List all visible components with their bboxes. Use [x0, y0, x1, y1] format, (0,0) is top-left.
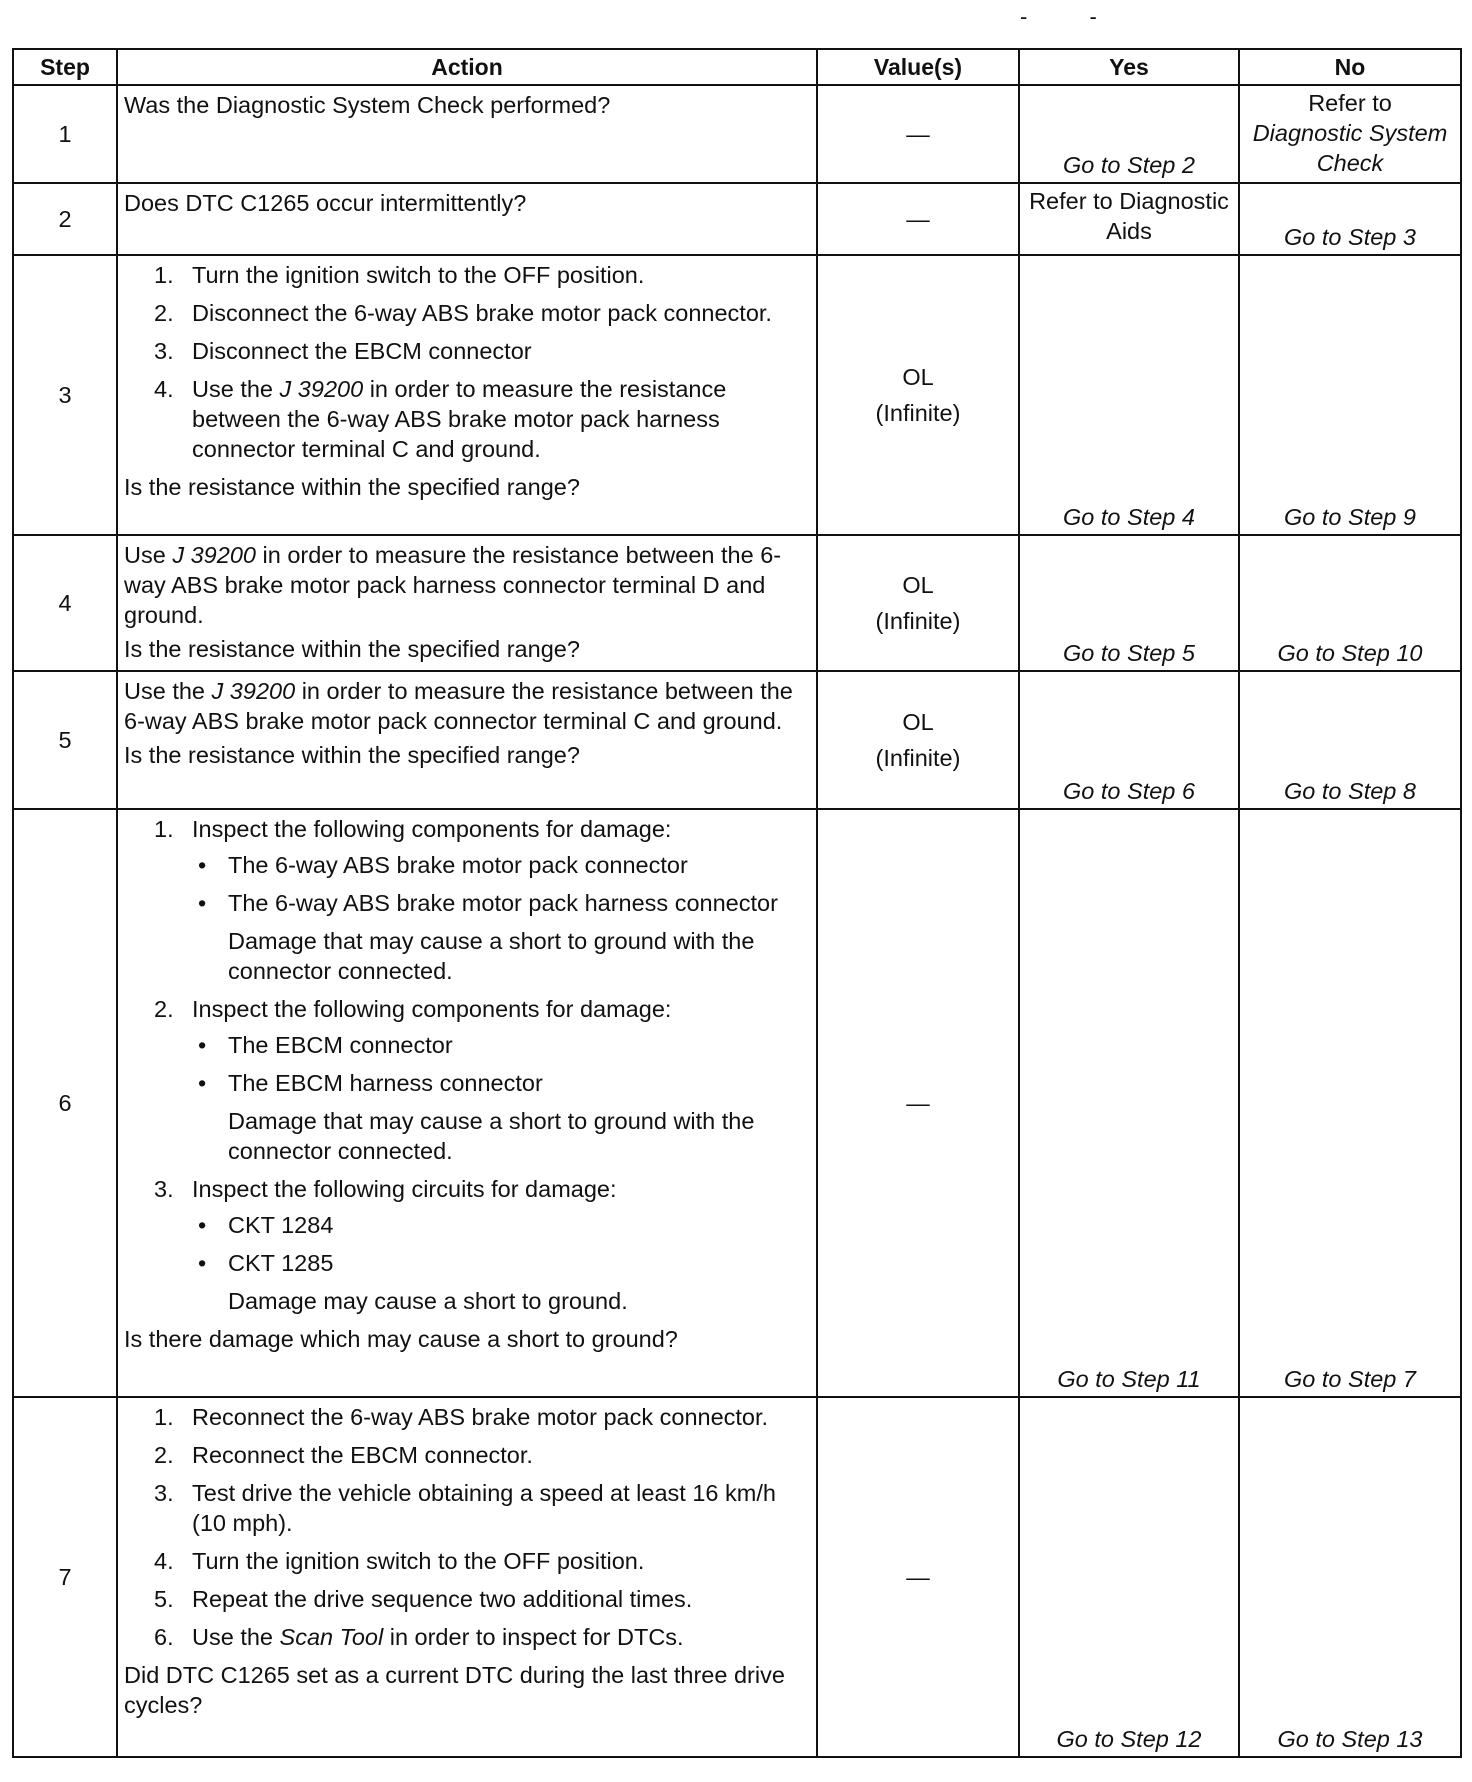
no-cell: Go to Step 9	[1239, 255, 1461, 535]
tool-name: Scan Tool	[279, 1624, 384, 1650]
header-action: Action	[117, 49, 817, 85]
question: Did DTC C1265 set as a current DTC during the last three drive cycles?	[124, 1662, 785, 1718]
action-cell	[117, 255, 817, 535]
table-row	[13, 535, 1461, 671]
value-cell: —	[817, 85, 1019, 183]
bullet-item: • The EBCM connector	[198, 1032, 453, 1058]
list-item: 5. Repeat the drive sequence two additional times.	[154, 1586, 693, 1612]
bullet-list	[192, 850, 804, 918]
tool-name: J 39200	[211, 678, 296, 704]
question: Is the resistance within the specified range?	[124, 742, 580, 768]
value-infinite: (Infinite)	[875, 745, 961, 771]
list-item: 3. Disconnect the EBCM connector	[154, 338, 532, 364]
action-text: Was the Diagnostic System Check performed?	[124, 92, 611, 118]
bullet-item: • CKT 1285	[198, 1250, 334, 1276]
list-item: 1. Turn the ignition switch to the OFF position.	[154, 262, 645, 288]
no-cell: Go to Step 3	[1239, 183, 1461, 255]
damage-note: Damage may cause a short to ground.	[228, 1288, 628, 1314]
header-step: Step	[13, 49, 117, 85]
value-cell	[817, 535, 1019, 671]
list-item: 2. Inspect the following components for damage: • The EBCM connector • The EBCM harness connector Damage that may cause a short to ground with the connector connected.	[124, 994, 804, 1166]
value-infinite: (Infinite)	[875, 608, 961, 634]
list-item: 1. Reconnect the 6-way ABS brake motor pack connector.	[154, 1404, 769, 1430]
header-row	[13, 49, 1461, 85]
action-cell	[117, 809, 817, 1397]
tool-name: J 39200	[172, 542, 256, 568]
bullet-item: • The 6-way ABS brake motor pack harness connector	[198, 890, 778, 916]
list-item: 3. Inspect the following circuits for damage: • CKT 1284 • CKT 1285 Damage may cause a short to ground.	[124, 1174, 804, 1316]
action-text: Use J 39200 in order to measure the resistance between the 6-way ABS brake motor pack harness connector terminal D and ground.	[124, 542, 782, 628]
list-item: 2. Disconnect the 6-way ABS brake motor pack connector.	[154, 300, 772, 326]
step-number: 2	[13, 183, 117, 255]
action-cell	[117, 85, 817, 183]
no-cell: Go to Step 8	[1239, 671, 1461, 809]
action-cell	[117, 183, 817, 255]
value-ol: OL	[902, 364, 934, 390]
bullet-list	[192, 1030, 804, 1098]
table-row	[13, 183, 1461, 255]
value-cell	[817, 255, 1019, 535]
no-cell: Go to Step 7	[1239, 809, 1461, 1397]
numbered-list	[124, 1402, 804, 1652]
header-no: No	[1239, 49, 1461, 85]
question: Is there damage which may cause a short to ground?	[124, 1326, 678, 1352]
bullet-item: • The EBCM harness connector	[198, 1070, 543, 1096]
yes-cell: Refer to Diagnostic Aids	[1019, 183, 1239, 255]
list-item: 3. Test drive the vehicle obtaining a speed at least 16 km/h (10 mph).	[154, 1480, 776, 1536]
step-number: 5	[13, 671, 117, 809]
header-values: Value(s)	[817, 49, 1019, 85]
numbered-list	[124, 260, 804, 464]
list-item: 2. Reconnect the EBCM connector.	[154, 1442, 533, 1468]
step-number: 6	[13, 809, 117, 1397]
damage-note: Damage that may cause a short to ground with the connector connected.	[228, 928, 755, 984]
no-cell	[1239, 85, 1461, 183]
yes-cell: Go to Step 12	[1019, 1397, 1239, 1757]
value-ol: OL	[902, 709, 934, 735]
table-row	[13, 809, 1461, 1397]
table-row	[13, 671, 1461, 809]
table-row	[13, 85, 1461, 183]
step-number: 3	[13, 255, 117, 535]
yes-cell: Go to Step 5	[1019, 535, 1239, 671]
table-row	[13, 1397, 1461, 1757]
header-yes: Yes	[1019, 49, 1239, 85]
list-item: 6. Use the Scan Tool in order to inspect for DTCs.	[154, 1624, 684, 1650]
yes-cell: Go to Step 2	[1019, 85, 1239, 183]
value-cell: —	[817, 183, 1019, 255]
value-cell: —	[817, 1397, 1019, 1757]
table-row	[13, 255, 1461, 535]
no-cell: Go to Step 10	[1239, 535, 1461, 671]
yes-cell: Go to Step 4	[1019, 255, 1239, 535]
no-target: Diagnostic System Check	[1252, 120, 1448, 176]
damage-note: Damage that may cause a short to ground with the connector connected.	[228, 1108, 755, 1164]
step-number: 1	[13, 85, 117, 183]
numbered-list	[124, 814, 804, 1316]
step-number: 7	[13, 1397, 117, 1757]
yes-cell: Go to Step 6	[1019, 671, 1239, 809]
tool-name: J 39200	[279, 376, 364, 402]
value-infinite: (Infinite)	[875, 400, 961, 426]
list-item: 4. Use the J 39200 in order to measure the resistance between the 6-way ABS brake motor pack harness connector terminal C and ground.	[154, 376, 727, 462]
value-cell: —	[817, 809, 1019, 1397]
value-ol: OL	[902, 572, 934, 598]
question: Is the resistance within the specified range?	[124, 636, 580, 662]
action-cell	[117, 535, 817, 671]
bullet-item: • CKT 1284	[198, 1212, 334, 1238]
no-refer: Refer to	[1308, 90, 1392, 116]
bullet-item: • The 6-way ABS brake motor pack connector	[198, 852, 688, 878]
yes-cell: Go to Step 11	[1019, 809, 1239, 1397]
list-item: 4. Turn the ignition switch to the OFF position.	[154, 1548, 645, 1574]
action-cell	[117, 671, 817, 809]
bullet-list	[192, 1210, 804, 1278]
list-item: 1. Inspect the following components for damage: • The 6-way ABS brake motor pack connector • The 6-way ABS brake motor pack harness connector Damage that may cause a short to ground with the connector connected.	[124, 814, 804, 986]
action-text: Use the J 39200 in order to measure the resistance between the 6-way ABS brake motor pack connector terminal C and ground.	[124, 678, 793, 734]
value-cell	[817, 671, 1019, 809]
action-text: Does DTC C1265 occur intermittently?	[124, 190, 527, 216]
diagnostic-table	[12, 48, 1462, 1758]
no-cell: Go to Step 13	[1239, 1397, 1461, 1757]
action-cell	[117, 1397, 817, 1757]
question: Is the resistance within the specified range?	[124, 474, 580, 500]
top-marks: - -	[1020, 4, 1125, 29]
step-number: 4	[13, 535, 117, 671]
